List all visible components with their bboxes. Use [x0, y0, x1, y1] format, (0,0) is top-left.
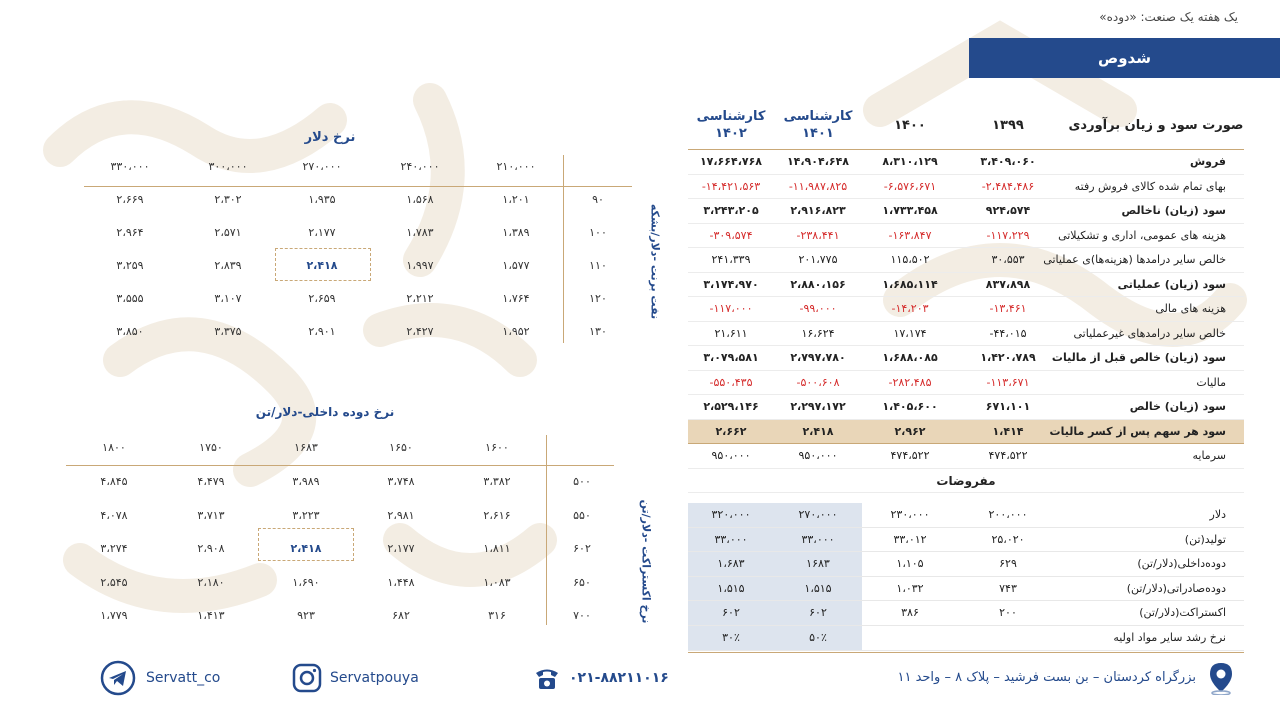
value-1399: ۲۵،۰۲۰	[991, 532, 1025, 546]
row-label: سود (زیان) عملیاتی	[1117, 277, 1226, 291]
value-1401: ۲،۸۸۰،۱۵۶	[790, 277, 846, 291]
value-1401: ۶۰۲	[809, 606, 827, 620]
sens-row-key: ۵۵۰	[573, 508, 591, 522]
value-1400: ۱،۶۸۵،۱۱۴	[882, 277, 938, 291]
value-1402: ۳،۲۴۳،۲۰۵	[703, 204, 759, 217]
instagram-handle: Servatpouya	[330, 669, 419, 686]
phone-icon	[533, 664, 561, 692]
sens-cell: ۱،۴۴۸	[387, 575, 415, 589]
value-1400: -۶،۵۷۶،۶۷۱	[883, 179, 937, 193]
sens-col-header: ۲۷۰،۰۰۰	[302, 160, 342, 173]
value-1399: ۲۰۰	[999, 606, 1017, 620]
sens-cell: ۲،۱۷۷	[308, 226, 336, 239]
sens-cell: ۲،۲۱۲	[406, 292, 434, 305]
value-1400: ۱،۷۳۳،۴۵۸	[882, 204, 938, 217]
value-1400: -۱۴،۲۰۳	[891, 302, 929, 315]
value-1399: -۲،۴۸۴،۴۸۶	[981, 179, 1035, 193]
value-1400: ۱۱۵،۵۰۲	[890, 253, 930, 266]
sens-cell: ۹۲۳	[297, 609, 315, 622]
assumption-row	[688, 601, 1244, 626]
row-label: سود (زیان) خالص	[1129, 400, 1226, 413]
income-statement	[688, 100, 1244, 493]
value-1399: ۷۴۳	[999, 581, 1017, 595]
assumptions-table	[688, 503, 1244, 651]
value-1401: -۹۹،۰۰۰	[799, 302, 837, 315]
value-1399: ۱،۴۲۰،۷۸۹	[980, 351, 1036, 364]
value-1400: ۱،۰۳۲	[896, 581, 924, 595]
value-1399: ۹۲۴،۵۷۴	[985, 204, 1031, 217]
phone-contact[interactable]	[533, 655, 669, 700]
instagram-contact[interactable]	[292, 655, 419, 700]
assumption-label: دلار	[1209, 508, 1226, 521]
sens-cell: ۶۸۲	[392, 609, 410, 622]
sens-cell: ۳،۱۰۷	[214, 292, 242, 305]
header-1399: ۱۳۹۹	[992, 117, 1024, 133]
address-text: بزرگراه کردستان – بن بست فرشید – پلاک ۸ – واحد ۱۱	[897, 670, 1196, 685]
value-1400: ۴۷۴،۵۲۲	[890, 449, 930, 462]
value-1400: ۲۳۰،۰۰۰	[890, 508, 930, 521]
value-1400: ۳۳،۰۱۲	[893, 532, 927, 546]
value-1401: ۲۰۱،۷۷۵	[798, 253, 838, 266]
sens-cell: ۳،۷۱۳	[197, 508, 225, 522]
telegram-handle: Servatt_co	[146, 669, 221, 686]
value-1400: -۱۶۳،۸۴۷	[888, 228, 932, 242]
value-1402: ۱،۶۸۳	[717, 557, 745, 571]
value-1402: ۱،۵۱۵	[717, 581, 745, 595]
sens-cell: ۱،۴۱۳	[197, 609, 225, 622]
value-1399: ۸۳۷،۸۹۸	[985, 277, 1031, 291]
sens1-title: نرخ دلار	[304, 130, 356, 145]
sens-cell: ۱،۸۱۱	[483, 542, 511, 555]
income-row	[688, 371, 1244, 396]
sens-row-key: ۶۵۰	[573, 575, 591, 589]
value-1400: -۲۸۲،۴۸۵	[888, 375, 932, 389]
value-1400: ۱،۶۸۸،۰۸۵	[882, 351, 938, 364]
sens-row-key: ۷۰۰	[573, 609, 591, 622]
sens-cell: ۱،۷۶۴	[502, 292, 530, 305]
sens-cell: ۲،۴۱۸	[290, 542, 322, 555]
sens-cell: ۲،۶۱۶	[483, 508, 511, 522]
value-1399: ۳،۴۰۹،۰۶۰	[980, 155, 1036, 168]
sens1-side-label: نفت برنت -دلار/بشکه	[648, 203, 662, 320]
assumption-label: اکستراکت(دلار/تن)	[1139, 606, 1226, 620]
value-1402: ۲۱،۶۱۱	[714, 326, 748, 340]
sens-col-header: ۳۳۰،۰۰۰	[110, 160, 150, 173]
sens-row-key: ۵۰۰	[573, 475, 591, 488]
phone-number: ۰۲۱-۸۸۲۱۱۰۱۶	[569, 669, 669, 686]
value-1402: ۲۴۱،۳۳۹	[711, 253, 751, 266]
income-row	[688, 346, 1244, 371]
header-1402	[688, 100, 774, 150]
sens-cell: ۱،۲۰۱	[502, 193, 530, 206]
sens-cell: ۲،۶۵۹	[308, 292, 336, 305]
header-1401-type: کارشناسی	[783, 109, 853, 124]
sens-cell: ۳،۷۴۸	[387, 475, 415, 488]
sens-row-key: ۶۰۲	[573, 542, 591, 555]
value-1402: ۳۰٪	[722, 630, 740, 644]
sens-cell: ۱،۹۵۲	[502, 325, 530, 338]
sens-cell: ۲،۶۶۹	[116, 193, 144, 206]
value-1399: ۶۷۱،۱۰۱	[985, 400, 1031, 413]
value-1401: ۲،۷۹۷،۷۸۰	[790, 351, 846, 364]
sens2-title: نرخ دوده داخلی-دلار/تن	[255, 405, 395, 419]
value-1401: ۲۷۰،۰۰۰	[798, 508, 838, 521]
income-row	[688, 224, 1244, 249]
value-1399: ۴۷۴،۵۲۲	[988, 449, 1028, 462]
income-row	[688, 248, 1244, 273]
row-label: سود (زیان) ناخالص	[1121, 204, 1226, 217]
row-label: فروش	[1189, 155, 1226, 168]
row-label: هزینه های مالی	[1155, 302, 1226, 315]
assumption-row	[688, 528, 1244, 553]
value-1400: ۸،۳۱۰،۱۲۹	[882, 155, 938, 168]
assumption-row	[688, 552, 1244, 577]
value-1400: ۱۷،۱۷۴	[893, 326, 927, 340]
sens-cell: ۳،۲۲۳	[292, 508, 320, 522]
income-row	[688, 273, 1244, 298]
sens-col-header: ۲۴۰،۰۰۰	[400, 160, 440, 173]
income-row	[688, 444, 1244, 469]
income-row	[688, 395, 1244, 420]
sens-cell: ۳،۳۸۲	[483, 475, 511, 488]
symbol-title: شدوص	[969, 38, 1280, 78]
header-label: صورت سود و زیان برآوردی	[1068, 117, 1244, 133]
sens-cell: ۲،۵۷۱	[214, 226, 242, 239]
value-1401: ۲،۴۱۸	[802, 424, 834, 438]
row-label: خالص سایر درامدها (هزینه‌ها)ی عملیاتی	[1043, 253, 1226, 266]
value-1402: ۲،۵۲۹،۱۴۶	[703, 400, 759, 413]
sens-cell: ۴،۰۷۸	[100, 508, 128, 522]
sens-cell: ۱،۷۷۹	[100, 609, 128, 622]
sens1-header-rule	[84, 186, 632, 187]
assumption-label: دوده‌داخلی(دلار/تن)	[1137, 557, 1226, 571]
sens-row-key: ۱۰۰	[589, 226, 607, 239]
sens-cell: ۳،۵۵۵	[116, 292, 144, 305]
value-1402: ۱۷،۶۶۴،۷۶۸	[699, 155, 763, 168]
income-header	[688, 100, 1244, 150]
row-label: مالیات	[1196, 375, 1226, 389]
value-1401: ۵۰٪	[809, 630, 827, 644]
assumption-row	[688, 626, 1244, 651]
sens-cell: ۲،۹۰۱	[308, 325, 336, 338]
value-1399: ۶۲۹	[999, 557, 1017, 571]
value-1402: -۱۱۷،۰۰۰	[709, 302, 753, 315]
sens-row-key: ۱۱۰	[589, 259, 607, 272]
value-1402: ۳۳،۰۰۰	[714, 532, 748, 546]
sens-cell: ۱،۶۹۰	[292, 575, 320, 589]
sens-col-header: ۱۶۵۰	[389, 441, 413, 454]
value-1402: ۹۵۰،۰۰۰	[711, 449, 751, 462]
sens-cell: ۲،۹۶۴	[116, 226, 144, 239]
assumption-label: تولید(تن)	[1184, 532, 1226, 546]
value-1401: ۱۴،۹۰۴،۶۴۸	[786, 155, 850, 168]
value-1402: ۳،۱۷۴،۹۷۰	[703, 277, 759, 291]
sens-row-key: ۹۰	[592, 193, 604, 206]
value-1399: ۲۰۰،۰۰۰	[988, 508, 1028, 521]
value-1402: ۳،۰۷۹،۵۸۱	[703, 351, 759, 364]
value-1401: -۵۰۰،۶۰۸	[796, 375, 840, 389]
assumption-row	[688, 503, 1244, 528]
sens-cell: ۲،۳۰۲	[214, 193, 242, 206]
value-1399: -۱۱۷،۲۲۹	[986, 228, 1030, 242]
income-row	[688, 420, 1244, 445]
instagram-icon	[292, 663, 322, 693]
sens-cell: ۲،۹۸۱	[387, 508, 415, 522]
sens-cell: ۲،۹۰۸	[197, 542, 225, 555]
value-1402: ۶۰۲	[722, 606, 740, 620]
row-label: بهای تمام شده کالای فروش رفته	[1074, 179, 1226, 193]
assumption-label: دوده‌صادراتی(دلار/تن)	[1126, 581, 1226, 595]
sens-cell: ۱،۵۷۷	[502, 259, 530, 272]
sens-cell: ۱،۳۸۹	[502, 226, 530, 239]
value-1399: ۱،۴۱۴	[992, 424, 1024, 438]
sens2-header-rule	[66, 465, 614, 466]
sens-cell: ۱،۹۹۷	[406, 259, 434, 272]
sens1-key-rule	[563, 155, 564, 343]
row-label: هزینه های عمومی، اداری و تشکیلاتی	[1058, 228, 1226, 242]
income-row	[688, 322, 1244, 347]
row-label: سود هر سهم پس از کسر مالیات	[1049, 424, 1226, 438]
value-1399	[958, 626, 1058, 651]
header-1402-type: کارشناسی	[696, 109, 766, 124]
header-1400: ۱۴۰۰	[894, 117, 926, 133]
sens2-key-rule	[546, 435, 547, 625]
header-1401	[774, 100, 862, 150]
sens-cell: ۲،۵۴۵	[100, 575, 128, 589]
assumptions-title: مفروضات	[936, 473, 996, 488]
value-1401: ۳۳،۰۰۰	[801, 532, 835, 546]
sens-col-header: ۱۶۸۳	[294, 441, 318, 454]
row-label: سرمایه	[1192, 449, 1226, 462]
sens-cell: ۲،۴۱۸	[306, 259, 338, 272]
row-label: سود (زیان) خالص قبل از مالیات	[1051, 351, 1226, 364]
value-1399: -۴۴،۰۱۵	[989, 326, 1027, 340]
sens-cell: ۴،۸۴۵	[100, 475, 128, 488]
sens-cell: ۳،۸۵۰	[116, 325, 144, 338]
sens-cell: ۲،۱۷۷	[387, 542, 415, 555]
sens-cell: ۳،۲۵۹	[116, 259, 144, 272]
value-1402: -۵۵۰،۴۳۵	[709, 375, 753, 389]
location-pin-icon	[1206, 661, 1236, 695]
value-1401: ۲،۲۹۷،۱۷۲	[790, 400, 846, 413]
assumption-label: نرخ رشد سایر مواد اولیه	[1113, 630, 1226, 644]
value-1400	[862, 626, 958, 651]
value-1402: ۳۲۰،۰۰۰	[711, 508, 751, 521]
value-1401: ۹۵۰،۰۰۰	[798, 449, 838, 462]
value-1399: -۱۱۳،۶۷۱	[986, 375, 1030, 389]
sens-cell: ۳۱۶	[488, 609, 506, 622]
value-1402: ۲،۶۶۲	[715, 424, 747, 438]
income-row	[688, 175, 1244, 200]
value-1401: -۲۳۸،۴۴۱	[796, 228, 840, 242]
value-1402: -۱۴،۴۲۱،۵۶۳	[701, 179, 761, 193]
sens-col-header: ۱۷۵۰	[199, 441, 223, 454]
income-row	[688, 199, 1244, 224]
header-1401-year: ۱۴۰۱	[802, 126, 834, 141]
value-1402: -۳۰۹،۵۷۴	[709, 228, 753, 242]
value-1399: ۳۰،۵۵۳	[991, 253, 1025, 266]
sens-col-header: ۱۸۰۰	[102, 441, 126, 454]
income-row	[688, 150, 1244, 175]
income-rows	[688, 150, 1244, 469]
sens-col-header: ۲۱۰،۰۰۰	[496, 160, 536, 173]
sens-cell: ۱،۰۸۳	[483, 575, 511, 589]
sens-cell: ۲،۴۲۷	[406, 325, 434, 338]
sens-col-header: ۱۶۰۰	[485, 441, 509, 454]
telegram-icon	[100, 660, 136, 696]
sens-cell: ۴،۴۷۹	[197, 475, 225, 488]
income-row	[688, 297, 1244, 322]
value-1399: -۱۳،۴۶۱	[989, 302, 1027, 315]
telegram-contact[interactable]	[100, 655, 220, 700]
sens2-side-label: نرخ اکستراکت -دلار/تن	[639, 499, 653, 624]
sens-row-key: ۱۲۰	[589, 292, 607, 305]
value-1401: ۲،۹۱۶،۸۲۳	[790, 204, 846, 217]
sens-col-header: ۳۰۰،۰۰۰	[208, 160, 248, 173]
sens-cell: ۱،۷۸۳	[406, 226, 434, 239]
address-contact	[897, 655, 1236, 700]
sens-cell: ۲،۸۳۹	[214, 259, 242, 272]
assumption-row	[688, 577, 1244, 602]
value-1401: -۱۱،۹۸۷،۸۲۵	[788, 179, 848, 193]
sens-cell: ۱،۹۳۵	[308, 193, 336, 206]
value-1401: ۱۶۸۳	[806, 557, 830, 571]
sens-cell: ۳،۲۷۴	[100, 542, 128, 555]
value-1400: ۱،۴۰۵،۶۰۰	[882, 400, 938, 413]
sens-cell: ۱،۵۶۸	[406, 193, 434, 206]
sens-cell: ۲،۱۸۰	[197, 575, 225, 589]
sens-row-key: ۱۳۰	[589, 325, 607, 338]
table-bottom-rule	[688, 652, 1244, 653]
value-1400: ۳۸۶	[901, 606, 919, 620]
value-1400: ۱،۱۰۵	[896, 557, 924, 571]
value-1400: ۲،۹۶۲	[894, 424, 926, 438]
assumptions-title-row	[688, 469, 1244, 493]
value-1401: ۱۶،۶۲۴	[801, 326, 835, 340]
sens-cell: ۳،۳۷۵	[214, 325, 242, 338]
value-1401: ۱،۵۱۵	[804, 581, 832, 595]
row-label: خالص سایر درامدهای غیرعملیاتی	[1073, 326, 1226, 340]
header-1402-year: ۱۴۰۲	[715, 126, 747, 141]
sens-cell: ۳،۹۸۹	[292, 475, 320, 488]
page-caption: یک هفته یک صنعت: «دوده»	[1099, 10, 1238, 24]
